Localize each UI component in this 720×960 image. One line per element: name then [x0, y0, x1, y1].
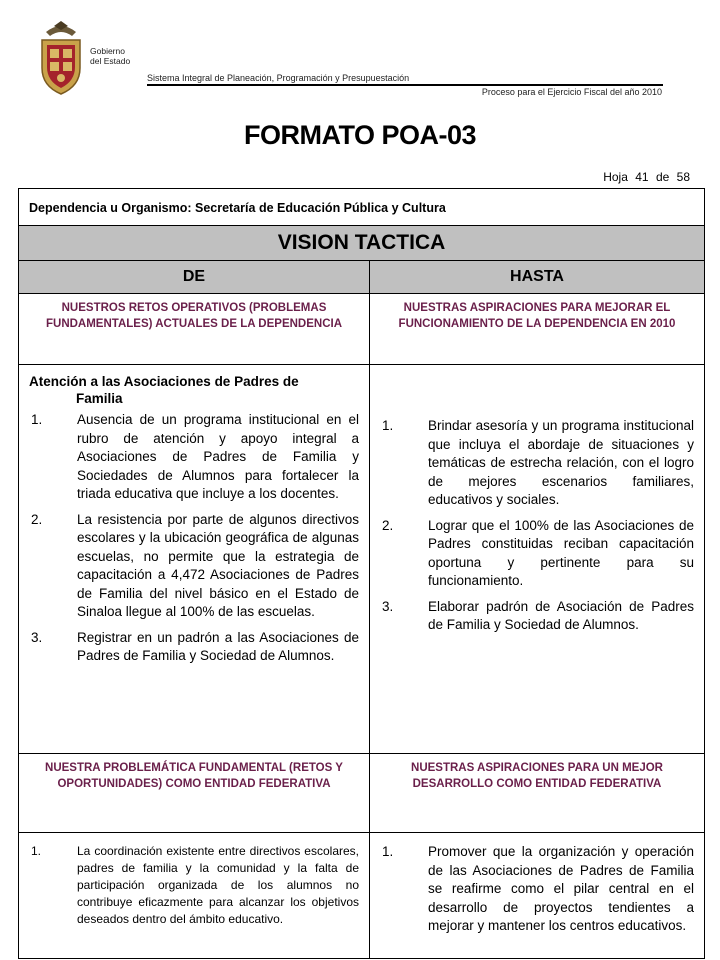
subheading-line-1: Atención a las Asociaciones de Padres de	[29, 374, 299, 389]
item-text: Ausencia de un programa institucional en el rubro de atención y apoyo integral a Asociaciones de Padres de Familia y Sociedades de Alumnos para fortalecer la triada educativa que incluye a los docentes.	[77, 412, 359, 501]
list-item	[29, 511, 359, 622]
item-text: Elaborar padrón de Asociación de Padres de Familia y Sociedad de Alumnos.	[428, 598, 695, 632]
item-text: La coordinación existente entre directivos escolares, padres de familia y la comunidad y la falta de participación organizada de los alumnos no contribuye eficazmente para alcanzar los objetivos deseados dentro del ámbito educativo.	[77, 844, 359, 926]
state-seal-icon	[36, 18, 86, 96]
government-label	[90, 46, 130, 66]
state-problem-caption: NUESTRA PROBLEMÁTICA FUNDAMENTAL (RETOS Y OPORTUNIDADES) COMO ENTIDAD FEDERATIVA	[19, 754, 370, 833]
list-item	[29, 629, 359, 666]
state-problem-list	[29, 843, 359, 928]
item-number: 1.	[382, 844, 394, 859]
state-problem-cell	[19, 833, 370, 959]
de-label: de	[655, 170, 670, 184]
list-item	[380, 417, 694, 510]
document-header	[0, 0, 720, 110]
item-text: La resistencia por parte de algunos directivos escolares y la ubicación geográfica de algunas escuelas, no permite que la estrategia de capacitación a 4,472 Asociaciones de Padres de Familia del nivel básico en el Estado de Sinaloa llegue al 100% de las escuelas.	[77, 511, 359, 619]
state-aspirations-cell	[370, 833, 705, 959]
challenges-subheading	[29, 373, 359, 407]
header-rule	[147, 84, 663, 86]
dependency-cell: Dependencia u Organismo: Secretaría de Educación Pública y Cultura	[19, 189, 705, 226]
item-number: 3.	[382, 598, 394, 614]
process-year: Proceso para el Ejercicio Fiscal del año 2010	[481, 87, 662, 97]
current-page: 41	[635, 170, 649, 184]
system-name: Sistema Integral de Planeación, Programación y Presupuestación	[147, 73, 410, 83]
total-pages: 58	[676, 170, 690, 184]
page-title: FORMATO POA-03	[243, 120, 477, 150]
item-text: Promover que la organización y operación de las Asociaciones de Padres de Familia se reafirme como el pilar central en el desarrollo de proyectos tendientes a mejorar y mantener los centros educativos.	[428, 844, 695, 933]
item-number: 1.	[382, 418, 394, 433]
list-item	[380, 517, 694, 591]
challenges-cell	[19, 365, 370, 754]
item-text: Brindar asesoría y un programa institucional que incluya el abordaje de situaciones y temáticas de estrecha relación, con el logro de mejores escenarios familiares, educativos y sociales.	[428, 418, 695, 507]
column-header-de: DE	[19, 261, 370, 294]
improvement-aspirations-caption: NUESTRAS ASPIRACIONES PARA MEJORAR EL FUNCIONAMIENTO DE LA DEPENDENCIA EN 2010	[370, 294, 705, 365]
item-number: 2.	[382, 517, 394, 533]
list-item	[380, 598, 694, 635]
del-estado-text: del Estado	[90, 56, 131, 66]
state-aspirations-caption: NUESTRAS ASPIRACIONES PARA UN MEJOR DESARROLLO COMO ENTIDAD FEDERATIVA	[370, 754, 705, 833]
challenges-list	[29, 411, 359, 666]
item-number: 3.	[31, 629, 43, 645]
item-number: 2.	[31, 511, 43, 527]
aspirations-list	[380, 417, 694, 635]
operational-challenges-caption: NUESTROS RETOS OPERATIVOS (PROBLEMAS FUNDAMENTALES) ACTUALES DE LA DEPENDENCIA	[19, 294, 370, 365]
list-item	[29, 843, 359, 928]
item-number: 1.	[31, 412, 43, 427]
vision-table	[18, 188, 705, 959]
aspirations-cell	[370, 365, 705, 754]
subheading-line-2: Familia	[76, 391, 123, 406]
list-item	[380, 843, 694, 936]
item-number: 1.	[31, 844, 42, 858]
page-counter	[599, 170, 690, 184]
column-header-hasta: HASTA	[370, 261, 705, 294]
section-title: VISION TACTICA	[19, 226, 705, 261]
item-text: Lograr que el 100% de las Asociaciones de Padres constituidas reciban capacitación oportuna y pertinente para su funcionamiento.	[428, 517, 695, 588]
hoja-label: Hoja	[603, 170, 628, 184]
item-text: Registrar en un padrón a las Asociaciones de Padres de Familia y Sociedad de Alumnos.	[77, 629, 359, 663]
list-item	[29, 411, 359, 504]
state-aspirations-list	[380, 843, 694, 936]
gobierno-text: Gobierno	[90, 46, 125, 56]
